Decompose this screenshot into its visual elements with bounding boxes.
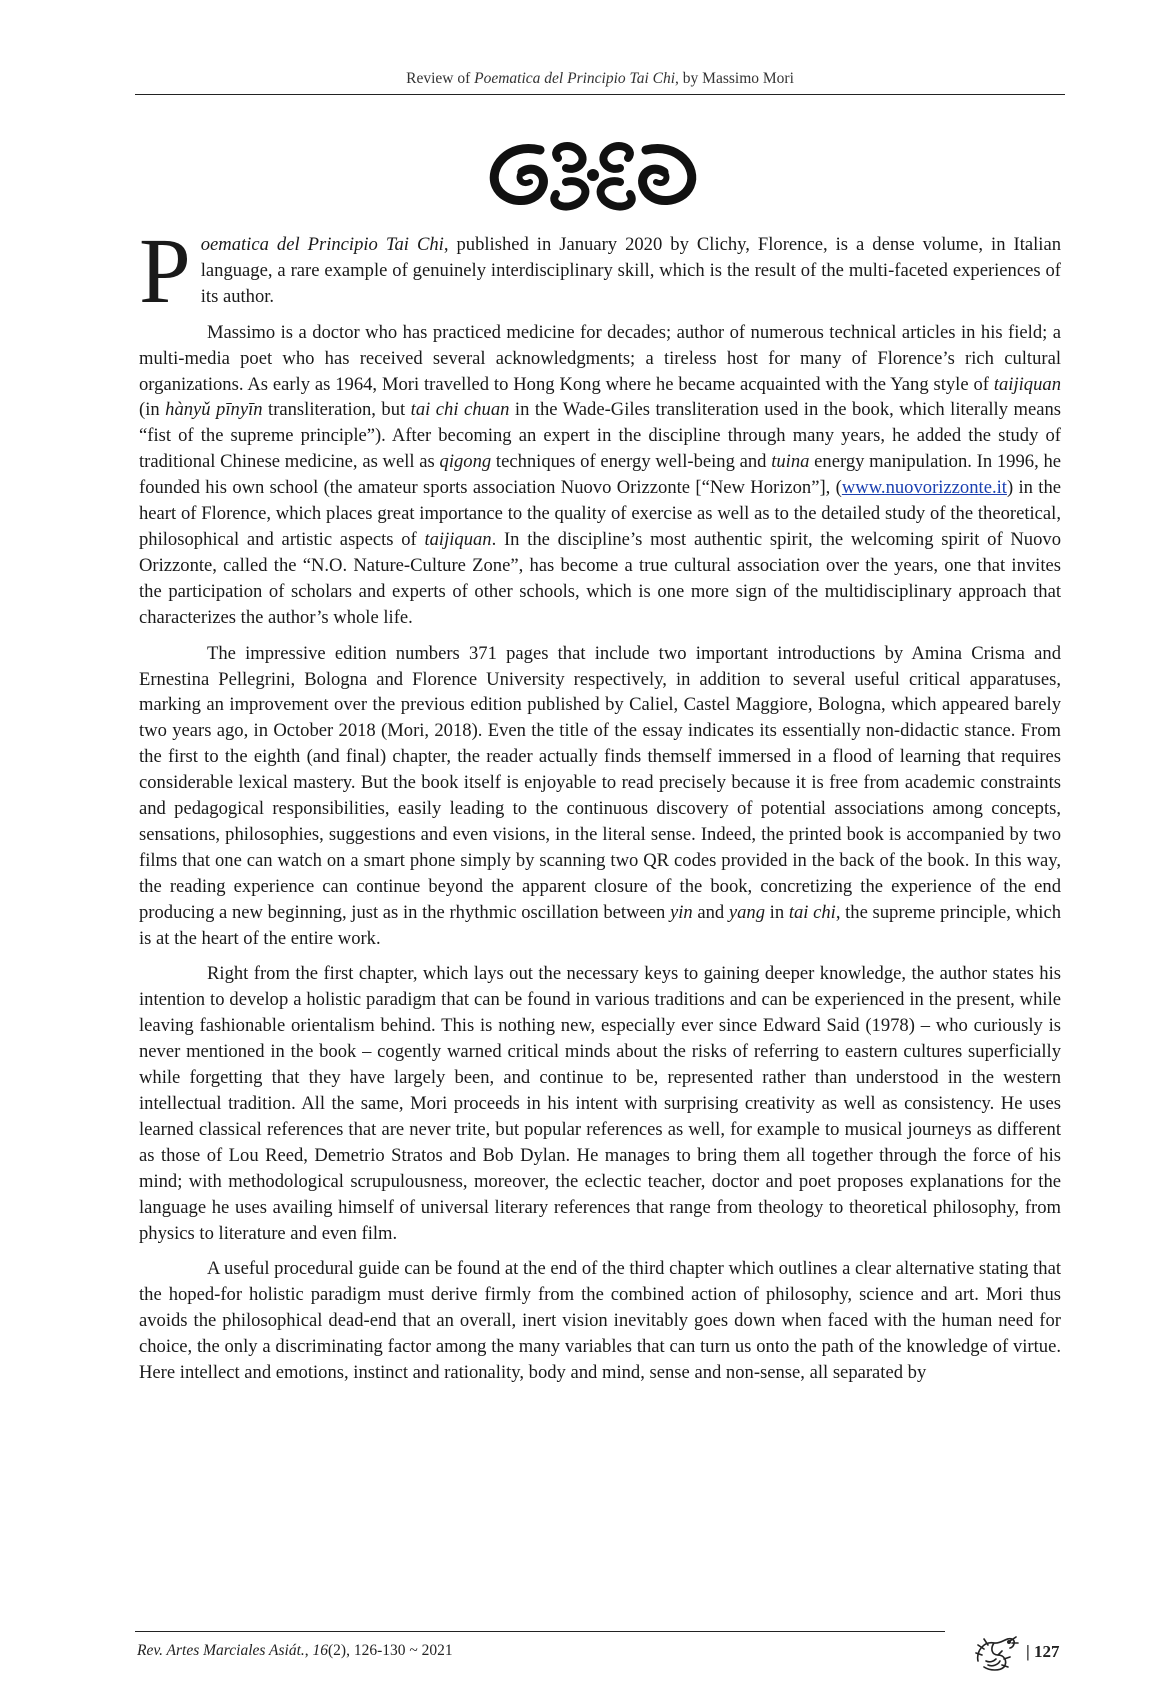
p2-italic-1: taijiquan [993,373,1061,395]
page-footer-right [972,1630,1067,1674]
paragraph-2 [139,320,1061,631]
p3-text-2: and [692,901,729,923]
p2-text-7: ) in the heart of Florence, which places great importance to the quality of exercise as well as to the detailed study of the theoretical, philosophical and artistic aspects of [139,477,1061,550]
citation-rest: (2), 126-130 ~ 2021 [328,1642,453,1659]
p3-text-1: The impressive edition numbers 371 pages that include two important introductions by Amina Crisma and Ernestina Pellegrini, Bologna and Florence University respectively, in addition to several useful critical apparatuses, marking an improvement over the previous edition published by Caliel, Castel Maggiore, Bologna, which appeared barely two years ago, in October 2018 (Mori, 2018). Even the title of the essay indicates its essentially non-didactic stance. From the first to the eighth (and final) chapter, the reader actually finds themself immersed in a flood of learning that requires considerable lexical mastery. But the book itself is enjoyable to read precisely because it is free from academic constraints and pedagogical responsibilities, easily leading to the continuous discovery of potential associations among concepts, sensations, philosophies, suggestions and even visions, in the literal sense. Indeed, the printed book is accompanied by two films that one can watch on a smart phone simply by scanning two QR codes provided in the back of the book. In this way, the reading experience can continue beyond the apparent closure of the book, concretizing the experience of the end producing a new beginning, just as in the rhythmic oscillation between [139,642,1061,923]
p2-text-4: in the Wade-Giles transliteration used in the book, which literally means “fist of the supreme principle”). After becoming an expert in the discipline through many years, he added the study of traditional Chinese medicine, as well as [139,399,1061,473]
p2-text-3: transliteration, but [262,399,411,421]
p3-text-3: in [765,901,789,923]
p2-italic-2: hànyǔ pīnyīn [165,399,263,421]
p2-text-1: Massimo is a doctor who has practiced medicine for decades; author of numerous technical articles in his field; a multi-media poet who has received several acknowledgments; a tireless host for many of Florence’s rich cultural organizations. As early as 1964, Mori travelled to Hong Kong where he became acquainted with the Yang style of [139,321,1061,395]
p2-italic-3: tai chi chuan [410,399,510,421]
p2-italic-6: taijiquan [424,528,492,550]
p2-italic-5: tuina [771,451,810,473]
header-book-title: Poematica del Principio Tai Chi [474,70,676,87]
header-divider [135,94,1065,95]
citation-footer [137,1642,453,1660]
paragraph-1-text: , published in January 2020 by Clichy, Florence, is a dense volume, in Italian language, a rare example of genuinely interdisciplinary skill, which is the result of the multi-faceted experiences of its author. [200,234,1061,307]
footer-divider [135,1631,945,1632]
paragraph-5: A useful procedural guide can be found at the end of the third chapter which outlines a clear alternative stating that the hoped-for holistic paradigm must derive firmly from the combined action of philosophy, science and art. Mori thus avoids the philosophical dead-end that an overall, inert vision inevitably goes down when faced with the human need for choice, the only a discriminating factor among the many variables that can turn us onto the path of the knowledge of virtue. Here intellect and emotions, instinct and rationality, body and mind, sense and non-sense, all separated by [139,1258,1061,1384]
p2-text-2: (in [139,399,166,421]
paragraph-3 [139,641,1061,952]
p3-italic-2: yang [728,901,766,923]
decorative-fleuron-icon [478,128,708,218]
p2-text-6: energy manipulation. In 1996, he founded his own school (the amateur sports association Nuovo Orizzonte [“New Horizon”], ( [139,451,1061,499]
journal-name: Rev. Artes Marciales Asiát. [137,1642,305,1659]
drop-cap: P [139,220,191,323]
p2-text-8: . In the discipline’s most authentic spirit, the welcoming spirit of Nuovo Orizzonte, called the “N.O. Nature-Culture Zone”, has become a true cultural association over the years, one that invites the participation of scholars and experts of other schools, which is one more sign of the multidisciplinary approach that characterizes the author’s whole life. [139,528,1061,628]
p2-italic-4: qigong [439,451,492,473]
page-number: | 127 [1026,1642,1060,1661]
nuovorizzonte-link[interactable]: www.nuovorizzonte.it [841,477,1007,499]
journal-volume: 16 [312,1642,328,1659]
p2-text-5: techniques of energy well-being and [491,451,772,473]
paragraph-1 [139,220,1061,323]
p3-text-4: , the supreme principle, which is at the heart of the entire work. [139,901,1061,949]
running-header [135,70,1065,88]
article-body [139,220,1061,1396]
citation-sep: , [304,1642,313,1659]
header-prefix: Review of [406,70,475,87]
book-title-italic: oematica del Principio Tai Chi [200,234,444,255]
p3-italic-3: tai chi [788,901,836,923]
paragraph-4: Right from the first chapter, which lays out the necessary keys to gaining deeper knowledge, the author states his intention to develop a holistic paradigm that can be found in various traditions and can be experienced in the present, while leaving fashionable orientalism behind. This is nothing new, especially ever since Edward Said (1978) – who curiously is never mentioned in the book – cogently warned critical minds about the risks of referring to eastern cultures superficially while forgetting that they have largely been, and continue to be, represented rather than understood in the western intellectual tradition. All the same, Mori proceeds in his intent with surprising creativity as well as consistency. He uses learned classical references that are never trite, but popular references as well, for example to musical journeys as different as those of Lou Reed, Demetrio Stratos and Bob Dylan. He manages to bring them all together through the force of his mind; with methodological scrupulousness, moreover, the eclectic teacher, doctor and poet proposes explanations for the language he uses availing himself of universal literary references that range from theology to theoretical philosophy, from physics to literature and even film. [139,963,1061,1244]
p3-italic-1: yin [669,901,693,923]
header-suffix: , by Massimo Mori [675,70,794,87]
dragon-logo-icon [972,1631,1020,1673]
